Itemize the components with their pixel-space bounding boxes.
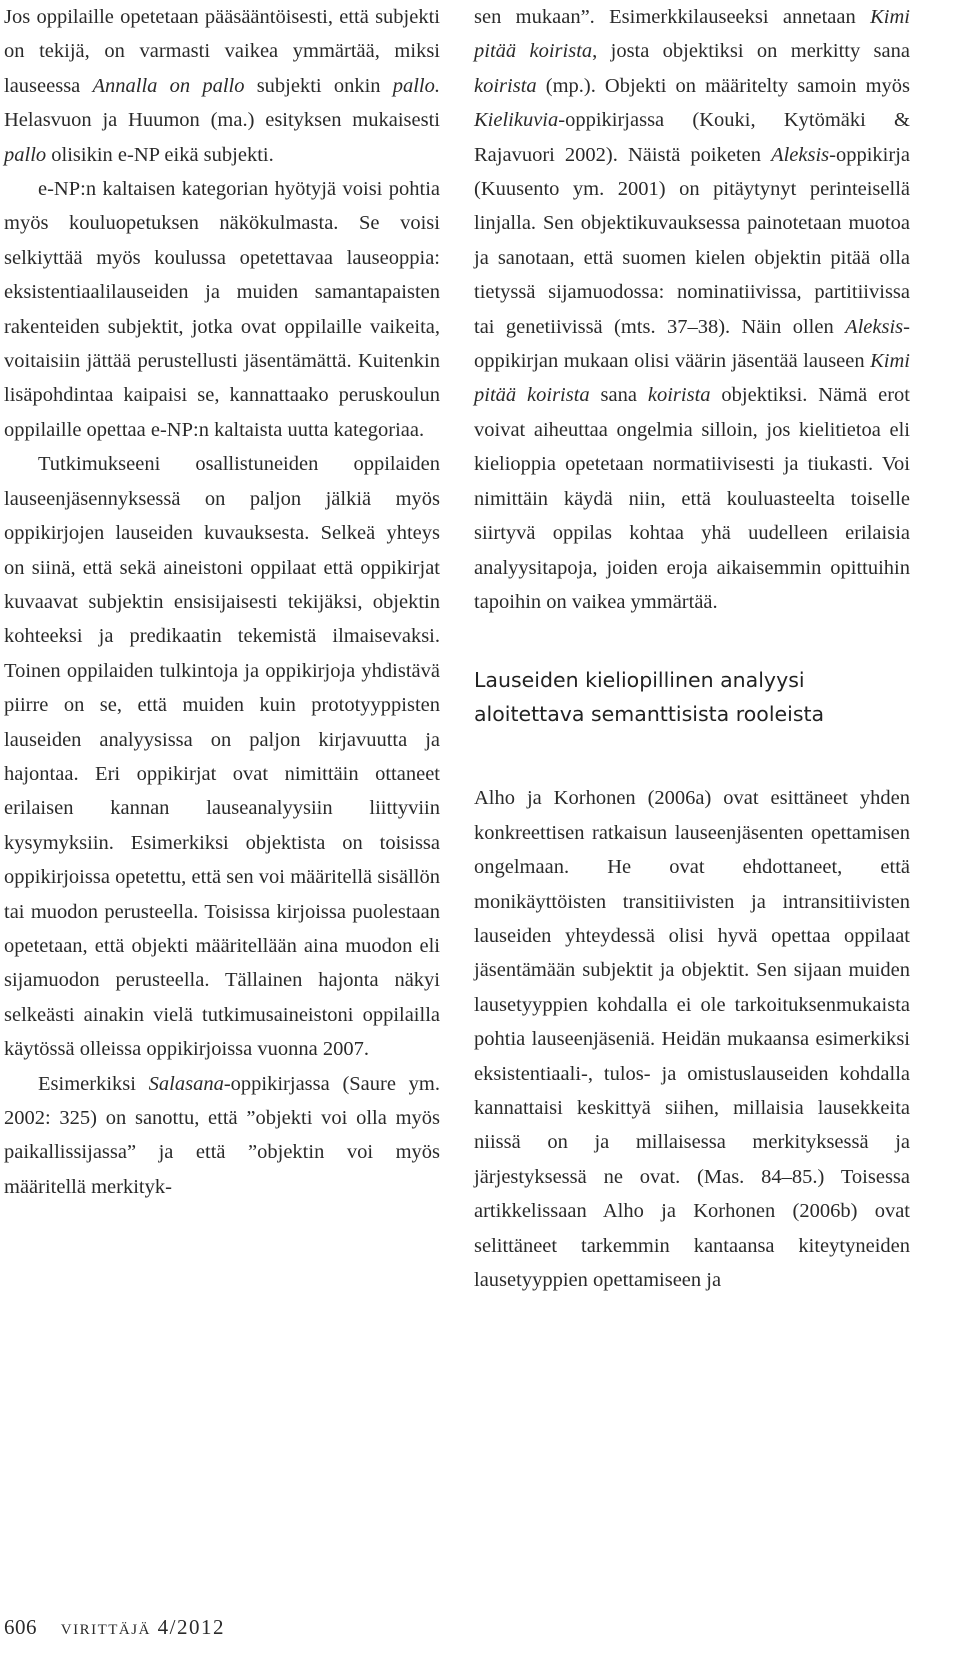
page-footer <box>4 1612 225 1642</box>
text-run: , josta objektiksi on merkitty sana <box>592 40 910 63</box>
book-title-italic: Salasana <box>148 1072 224 1095</box>
paragraph: e-NP:n kaltaisen kategorian hyötyjä voisi pohtia myös kouluopetuksen näkökulmasta. Se voisi selkiyttää myös koulussa opetettavaa lauseoppia: eksistentiaalilauseiden ja muiden samantapaisten rakenteiden subjektit, jotka ovat oppilaille vaikeita, voitaisiin jättää perustellusti jäsentämättä. Kuitenkin lisäpohdintaa kaipaisi se, kannattaako peruskoulun oppilaille opettaa e-NP:n kaltaista uutta kategoriaa. <box>4 178 440 441</box>
paragraph <box>474 0 910 619</box>
text-run: -oppikirjassa (Kouki, Kytömäki & Rajavuori 2002). Näistä poiketen <box>474 109 910 166</box>
text-run: -oppikirja (Kuusento ym. 2001) on pitäytynyt perinteisellä linjalla. Sen objektikuvauksessa painotetaan muotoa ja sanotaan, että suomen kielen objektin pitää olla tietyssä sijamuodossa: nominatiivissa, partitiivissa tai genetiivissä (mts. 37–38). Näin ollen <box>474 143 910 338</box>
text-run: Esimerkiksi <box>38 1072 149 1095</box>
text-run: objektiksi. Nämä erot voivat aiheuttaa ongelmia silloin, jos kielitietoa eli kielioppia opetetaan normatiivisesti ja tiukasti. Voi nimittäin käydä niin, että kouluasteelta toiselle siirtyvä oppilas kohtaa yhä uudelleen erilaisia analyysitapoja, joiden eroja aikaisemmin opittuihin tapoihin on vaikea ymmärtää. <box>474 384 910 613</box>
text-run: subjekti onkin <box>244 74 393 97</box>
right-column <box>474 0 910 1297</box>
example-italic: Kimi pitää koirista <box>474 350 910 407</box>
journal-name: virittäjä 4/2012 <box>60 1615 225 1639</box>
left-column <box>4 0 440 1204</box>
book-title-italic: Aleksis <box>771 143 830 166</box>
paragraph <box>4 1067 440 1205</box>
example-italic: Kimi pitää koirista <box>474 6 910 63</box>
book-title-italic: Kielikuvia <box>474 109 559 132</box>
example-italic: Annalla on pallo <box>92 74 245 97</box>
example-italic: pallo. <box>392 74 441 97</box>
paragraph <box>4 0 440 172</box>
book-title-italic: Aleksis <box>845 315 904 338</box>
heading-line: aloitettava semanttisista rooleista <box>474 702 825 727</box>
text-run: sana <box>589 384 648 407</box>
paragraph: Tutkimukseeni osallistuneiden oppilaiden lauseenjäsennyksessä on paljon jälkiä myös oppikirjojen lauseiden kuvauksesta. Selkeä yhteys on siinä, että sekä aineistoni oppilaat että oppikirjat kuvaavat subjektin ensisijaisesti tekijäksi, objektin kohteeksi ja predikaatin tekemistä ilmaisevaksi. Toinen oppilaiden tulkintoja ja oppikirjoja yhdistävä piirre on se, että muiden kuin prototyyppisten lauseiden analyysissa on paljon kirjavuutta ja hajontaa. Eri oppikirjat ovat nimittäin ottaneet erilaisen kannan lauseanalyysiin liittyviin kysymyksiin. Esimerkiksi objektista on toisissa oppikirjoissa opetettu, että sen voi määritellä sisällön tai muodon perusteella. Toisissa kirjoissa puolestaan opetetaan, että objekti määritellään aina muodon eli sijamuodon perusteella. Tällainen hajonta näkyi selkeästi ainakin vielä tutkimusaineistoni oppilailla käytössä olleissa oppikirjoissa vuonna 2007. <box>4 453 440 1061</box>
example-italic: koirista <box>474 74 537 97</box>
paragraph: Alho ja Korhonen (2006a) ovat esittäneet yhden konkreettisen ratkaisun lauseenjäsenten opettamisen ongelmaan. He ovat ehdottaneet, että monikäyttöisten transitiivisten ja intransitiivisten lauseiden yhteydessä olisi hyvä opettaa oppilaat jäsentämään subjektit ja objektit. Sen sijaan muiden lausetyyppien kohdalla ei ole tarkoituksenmukaista pohtia lauseenjäseniä. Heidän mukaansa esimerkiksi eksistentiaali-, tulos- ja omistuslauseiden kohdalla kannattaisi keskittyä siihen, millaisia lausekkeita niissä on ja millaisessa merkityksessä ja järjestyksessä ne ovat. (Mas. 84–85.) Toisessa artikkelissaan Alho ja Korhonen (2006b) ovat selittäneet tarkemmin kantaansa kiteytyneiden lausetyyppien opettamiseen ja <box>474 787 910 1291</box>
section-heading <box>474 663 910 731</box>
example-italic: koirista <box>647 384 711 407</box>
text-run: Jos oppilaille opetetaan pääsääntöisesti, että subjekti on tekijä, on varmasti vaikea ymmärtää, miksi lauseessa <box>4 6 440 97</box>
text-run: olisikin e-NP eikä subjekti. <box>46 143 274 166</box>
page-number: 606 <box>4 1615 37 1639</box>
text-run: sen mukaan”. Esimerkkilauseeksi annetaan <box>474 6 871 28</box>
text-run: (mp.). Objekti on määritelty samoin myös <box>536 74 910 97</box>
example-italic: pallo <box>4 143 47 166</box>
text-run: Helasvuon ja Huumon (ma.) esityksen mukaisesti <box>4 109 440 132</box>
text-run: -oppikirjan mukaan olisi väärin jäsentää lauseen <box>474 315 910 373</box>
heading-line: Lauseiden kieliopillinen analyysi <box>474 668 805 693</box>
text-run: -oppikirjassa (Saure ym. 2002: 325) on sanottu, että ”objekti voi olla myös paikallissijassa” ja että ”objektin voi myös määritellä merkityk- <box>4 1072 440 1198</box>
